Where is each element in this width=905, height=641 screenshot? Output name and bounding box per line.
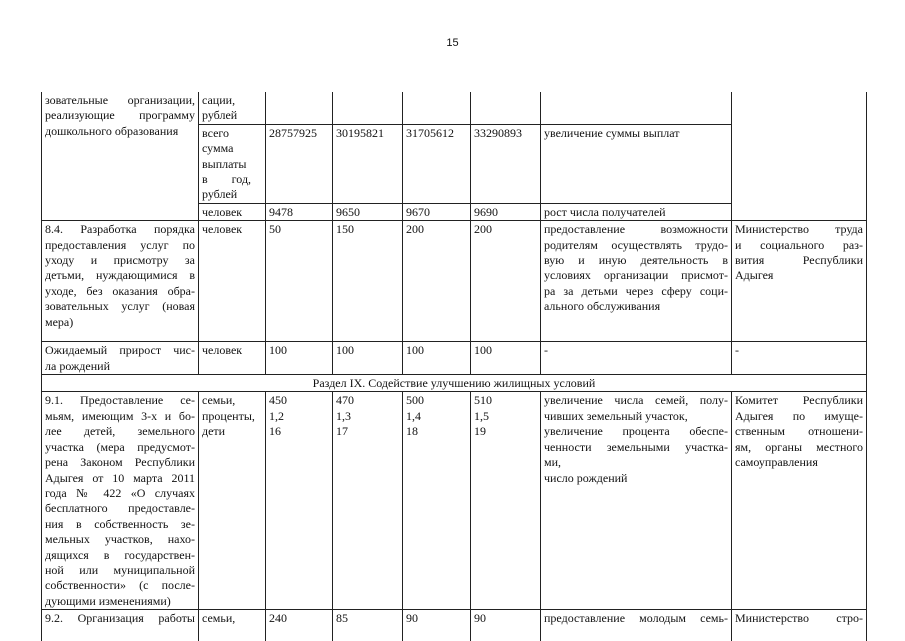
result-cell: - [541, 342, 732, 375]
result-cell: увеличение суммы выплат [541, 124, 732, 203]
unit-cell: человек [199, 342, 266, 375]
value-cell: 31705612 [403, 124, 471, 203]
value-cell: 50 [266, 221, 333, 342]
value-cell: 510 1,5 19 [471, 392, 541, 610]
value-cell: 100 [266, 342, 333, 375]
event-cell: зовательные организации, реализующие программу дошкольного образования [42, 92, 199, 221]
value-cell: 9650 [333, 203, 403, 220]
responsible-cell: Министерство труда и социального раз- вития Республики Адыгея [732, 221, 867, 342]
table-row [42, 392, 867, 610]
event-cell: 9.1. Предоставление се- мьям, имеющим 3-х и бо- лее детей, земельного участка (мера предусмот- рена Законом Республики Адыгея от 10 марта 2011 года № 422 «О случаях бесплатного предоставле- ния в собственность зе- мельных участков, нахо- дящихся в государствен- ной или муниципальной собственности» (с после- дующими изменениями) [42, 392, 199, 610]
value-cell: 30195821 [333, 124, 403, 203]
measures-table [41, 92, 867, 641]
value-cell: 90 [471, 610, 541, 641]
value-cell: 100 [403, 342, 471, 375]
result-cell: предоставление возможности родителям осуществлять трудо- вую и иную деятельность в условиях организации присмот- ра за детьми через сферу соци- ального обслуживания [541, 221, 732, 342]
responsible-cell: Комитет Республики Адыгея по имуще- ственным отношени- ям, органы местного самоуправления [732, 392, 867, 610]
unit-cell: сации, рублей [199, 92, 266, 124]
result-cell [541, 92, 732, 124]
responsible-cell [732, 92, 867, 221]
page-number: 15 [446, 37, 459, 49]
responsible-cell: - [732, 342, 867, 375]
unit-cell: семьи, [199, 610, 266, 641]
responsible-cell: Министерство стро- [732, 610, 867, 641]
event-cell: 9.2. Организация работы [42, 610, 199, 641]
table-row [42, 610, 867, 641]
result-cell: рост числа получателей [541, 203, 732, 220]
value-cell: 90 [403, 610, 471, 641]
section-heading: Раздел IX. Содействие улучшению жилищных условий [42, 375, 867, 392]
unit-cell: семьи, проценты, дети [199, 392, 266, 610]
value-cell: 200 [403, 221, 471, 342]
table-row [42, 375, 867, 392]
table-row [42, 342, 867, 375]
value-cell: 500 1,4 18 [403, 392, 471, 610]
result-cell: увеличение числа семей, полу- чивших земельный участок, увеличение процента обеспе- ченности земельными участка- ми, число рождений [541, 392, 732, 610]
value-cell [403, 92, 471, 124]
value-cell: 9670 [403, 203, 471, 220]
value-cell: 85 [333, 610, 403, 641]
value-cell: 240 [266, 610, 333, 641]
value-cell: 100 [333, 342, 403, 375]
event-cell: Ожидаемый прирост чис- ла рождений [42, 342, 199, 375]
value-cell: 450 1,2 16 [266, 392, 333, 610]
unit-cell: всего сумма выплаты в год, рублей [199, 124, 266, 203]
value-cell: 9478 [266, 203, 333, 220]
value-cell: 150 [333, 221, 403, 342]
value-cell: 9690 [471, 203, 541, 220]
value-cell: 100 [471, 342, 541, 375]
unit-cell: человек [199, 203, 266, 220]
table-row [42, 221, 867, 342]
event-cell: 8.4. Разработка порядка предоставления услуг по уходу и присмотру за детьми, нуждающимися в уходе, без оказания обра- зовательных услуг (новая мера) [42, 221, 199, 342]
value-cell: 200 [471, 221, 541, 342]
result-cell: предоставление молодым семь- [541, 610, 732, 641]
value-cell: 33290893 [471, 124, 541, 203]
value-cell [266, 92, 333, 124]
value-cell [333, 92, 403, 124]
value-cell: 28757925 [266, 124, 333, 203]
value-cell [471, 92, 541, 124]
value-cell: 470 1,3 17 [333, 392, 403, 610]
table-row [42, 92, 867, 124]
unit-cell: человек [199, 221, 266, 342]
